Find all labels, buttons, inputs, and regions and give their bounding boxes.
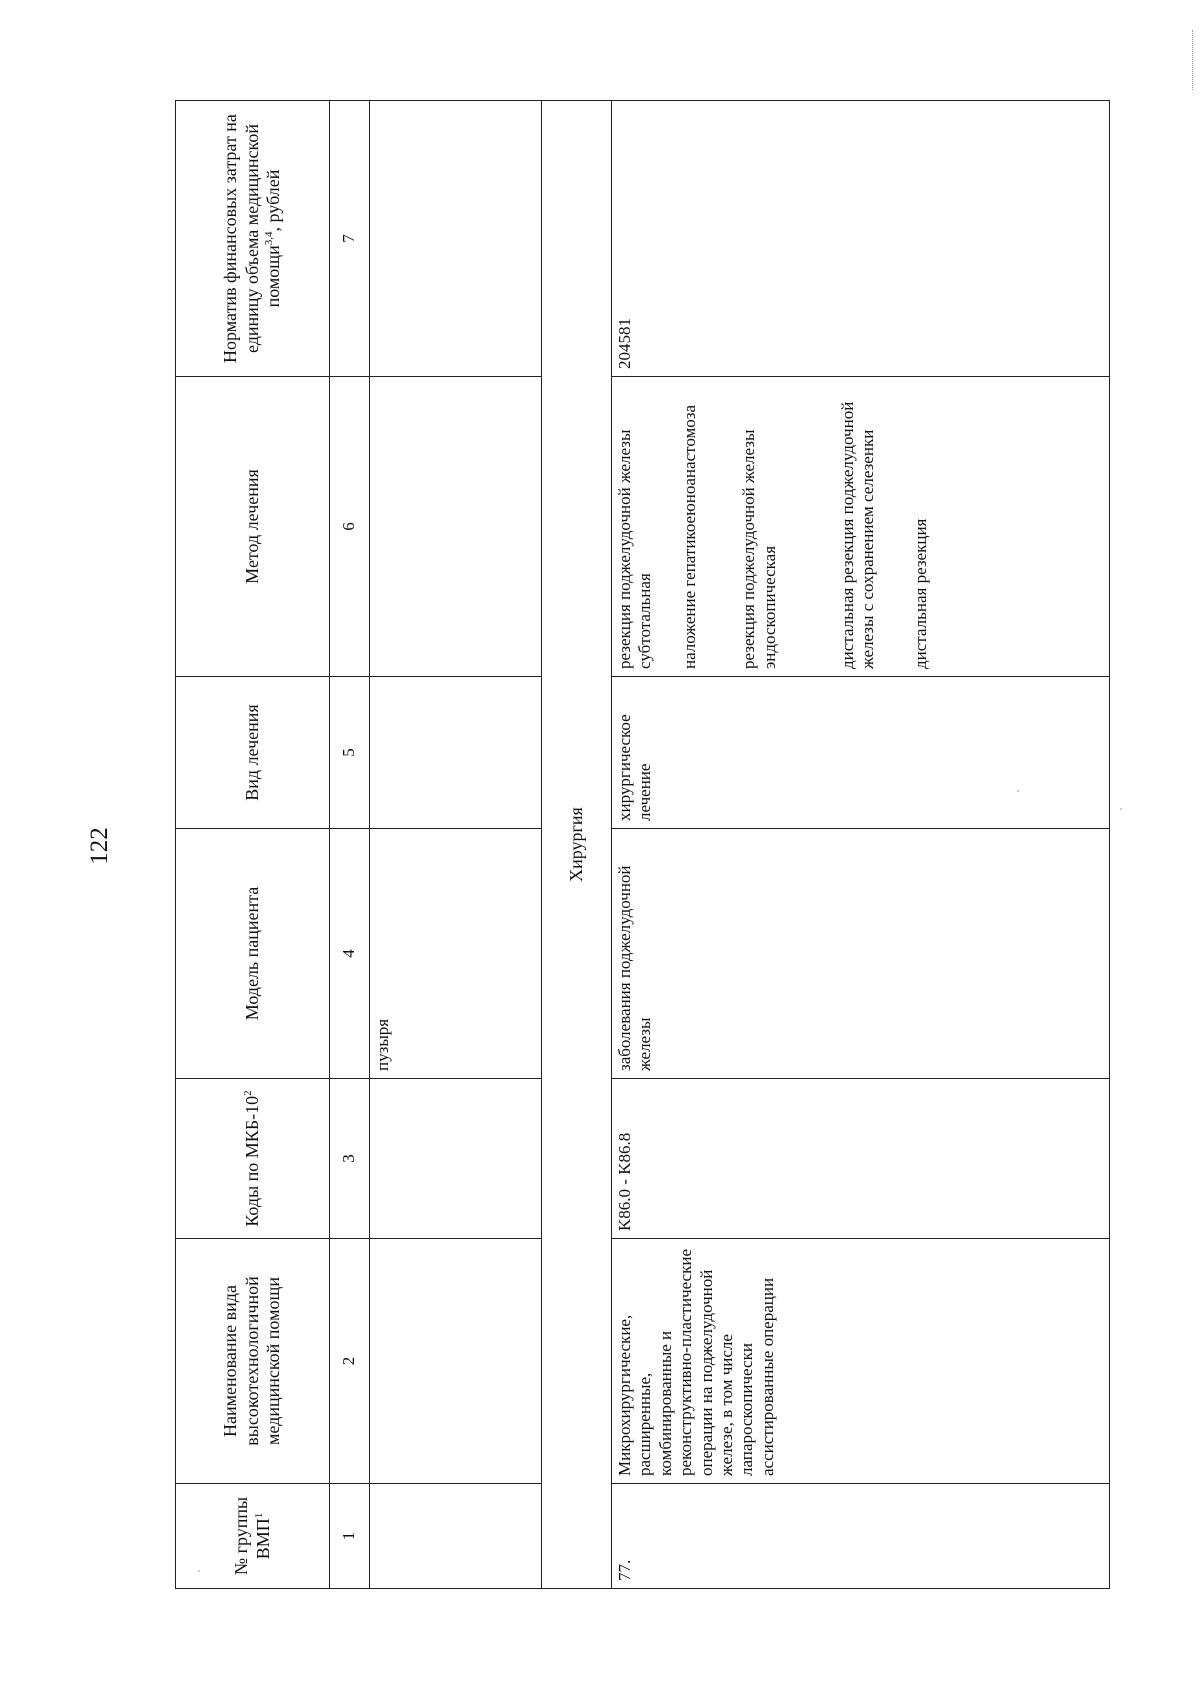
header-group-number-text: № группы ВМП [230,1496,273,1576]
method-item: резекция поджелудочной железы эндоскопическая [739,429,779,669]
section-title: Хирургия [542,101,612,1589]
scan-speck [1120,808,1122,810]
method-item: дистальная резекция поджелудочной железы с сохранением селезенки [837,401,878,669]
method-item: дистальная резекция [910,518,930,669]
treatment-method-cell [612,377,1110,677]
continuation-row [370,101,542,1589]
scan-edge-mark [1192,30,1194,90]
table-cell [370,1079,542,1239]
footnote-mark: 1 [252,1512,265,1519]
header-treatment-type: Вид лечения [176,677,330,829]
vmp-table [175,100,1110,1589]
column-number: 2 [330,1239,370,1484]
column-number-row [330,101,370,1589]
header-cost-standard [176,101,330,377]
header-vmp-name: Наименование вида высокотехнологичной медицинской помощи [176,1239,330,1484]
header-group-number [176,1484,330,1589]
patient-model-cell: пузыря [370,829,542,1079]
table-cell [370,677,542,829]
section-row [542,101,612,1589]
table-cell [370,377,542,677]
header-treatment-method: Метод лечения [176,377,330,677]
table-cell [370,1239,542,1484]
table-cell [370,1484,542,1589]
column-number: 7 [330,101,370,377]
method-item: резекция поджелудочной железы субтотальная [615,429,655,669]
header-cost-unit: , рублей [263,169,284,232]
treatment-type-cell: хирургическое лечение [612,677,1110,829]
footnote-mark: 3,4 [263,231,276,246]
header-icd-codes-text: Коды по МКБ-10 [241,1095,262,1227]
column-number: 3 [330,1079,370,1239]
group-number-cell: 77. [612,1484,1110,1589]
column-number: 1 [330,1484,370,1589]
header-row [176,101,330,1589]
column-number: 5 [330,677,370,829]
method-item: наложение гепатикоеюноанастомоза [679,404,699,669]
page-number: 122 [86,827,113,865]
icd-codes-cell: K86.0 - K86.8 [612,1079,1110,1239]
header-patient-model: Модель пациента [176,829,330,1079]
rotated-table-container [175,101,1109,1589]
table-cell [370,101,542,377]
column-number: 6 [330,377,370,677]
column-number: 4 [330,829,370,1079]
vmp-name-cell: Микрохирургические, расширенные, комбинированные и реконструктивно-пластические операции на поджелудочной железе, в том числе лапароскопически ассистированные операции [612,1239,1110,1484]
footnote-mark: 2 [241,1090,254,1096]
header-cost-text: Норматив финансовых затрат на единицу объема медицинской помощи [220,114,284,363]
header-icd-codes [176,1079,330,1239]
patient-model-cell: заболевания поджелудочной железы [612,829,1110,1079]
cost-cell: 204581 [612,101,1110,377]
table-row [612,101,1110,1589]
